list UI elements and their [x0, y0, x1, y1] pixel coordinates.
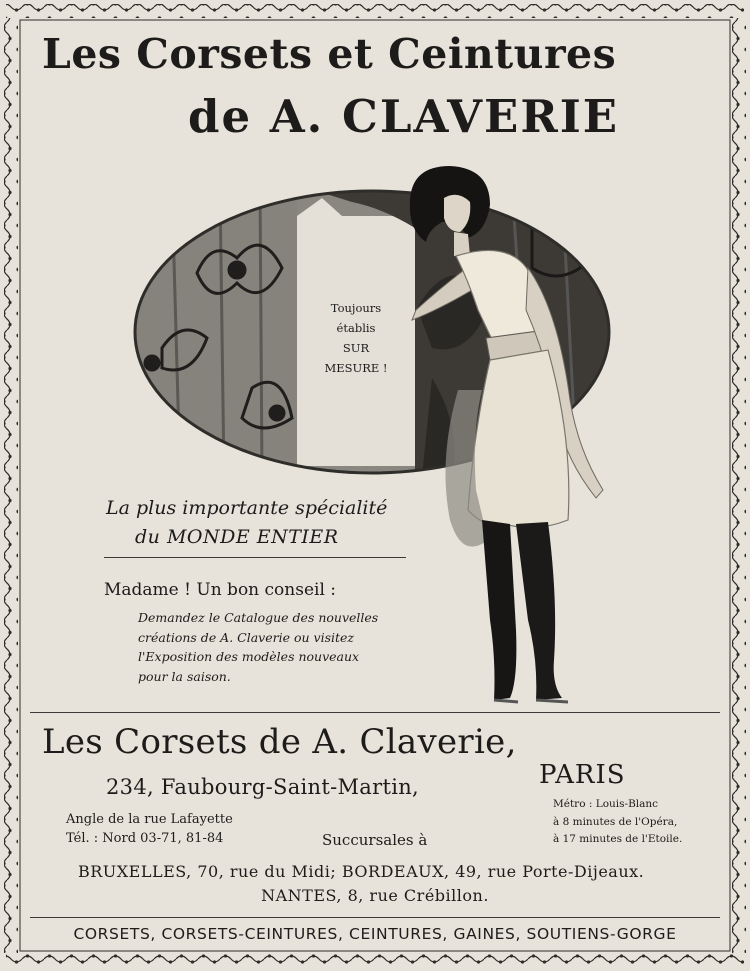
- slogan-line-2: du MONDE ENTIER: [135, 526, 339, 548]
- branches-line-1: BRUXELLES, 70, rue du Midi; BORDEAUX, 49, rue Porte-Dijeaux.: [78, 862, 645, 881]
- woman-in-corset-illustration: [398, 160, 620, 710]
- branches-line-2: NANTES, 8, rue Crébillon.: [261, 886, 489, 905]
- store-contact: [66, 810, 233, 848]
- metro-line: à 17 minutes de l'Etoile.: [553, 833, 683, 845]
- advice-line: créations de A. Claverie ou visitez: [138, 629, 355, 645]
- product-list: CORSETS, CORSETS-CEINTURES, CEINTURES, GAINES, SOUTIENS-GORGE: [73, 925, 677, 943]
- metro-line: Métro : Louis-Blanc: [553, 798, 659, 810]
- advice-heading: Madame ! Un bon conseil :: [104, 580, 337, 600]
- headline-line-2: de A. CLAVERIE: [188, 90, 620, 143]
- store-name: Les Corsets de A. Claverie,: [42, 722, 517, 762]
- advice-line: Demandez le Catalogue des nouvelles: [138, 610, 379, 625]
- mirror-caption-line: établis: [336, 321, 376, 335]
- store-address: 234, Faubourg-Saint-Martin,: [106, 775, 420, 799]
- mirror-caption-line: SUR: [342, 341, 370, 355]
- metro-info: [553, 796, 682, 849]
- slogan-line-1: La plus importante spécialité: [106, 497, 388, 519]
- advice-line: pour la saison.: [138, 668, 231, 684]
- branches-label: Succursales à: [322, 831, 428, 849]
- store-contact-line: Tél. : Nord 03-71, 81-84: [66, 831, 224, 846]
- mirror-caption-line: MESURE !: [324, 361, 388, 375]
- headline-line-1: Les Corsets et Ceintures: [42, 30, 617, 78]
- mirror-caption: [298, 298, 414, 378]
- divider-short: [104, 557, 406, 558]
- advice-text: [138, 608, 400, 686]
- divider-footer: [30, 917, 720, 918]
- metro-line: à 8 minutes de l'Opéra,: [553, 815, 678, 828]
- city-name: PARIS: [539, 760, 626, 790]
- divider-full: [30, 712, 720, 713]
- advice-line: l'Exposition des modèles nouveaux: [138, 649, 360, 664]
- mirror-caption-line: Toujours: [330, 301, 382, 315]
- store-contact-line: Angle de la rue Lafayette: [66, 812, 233, 827]
